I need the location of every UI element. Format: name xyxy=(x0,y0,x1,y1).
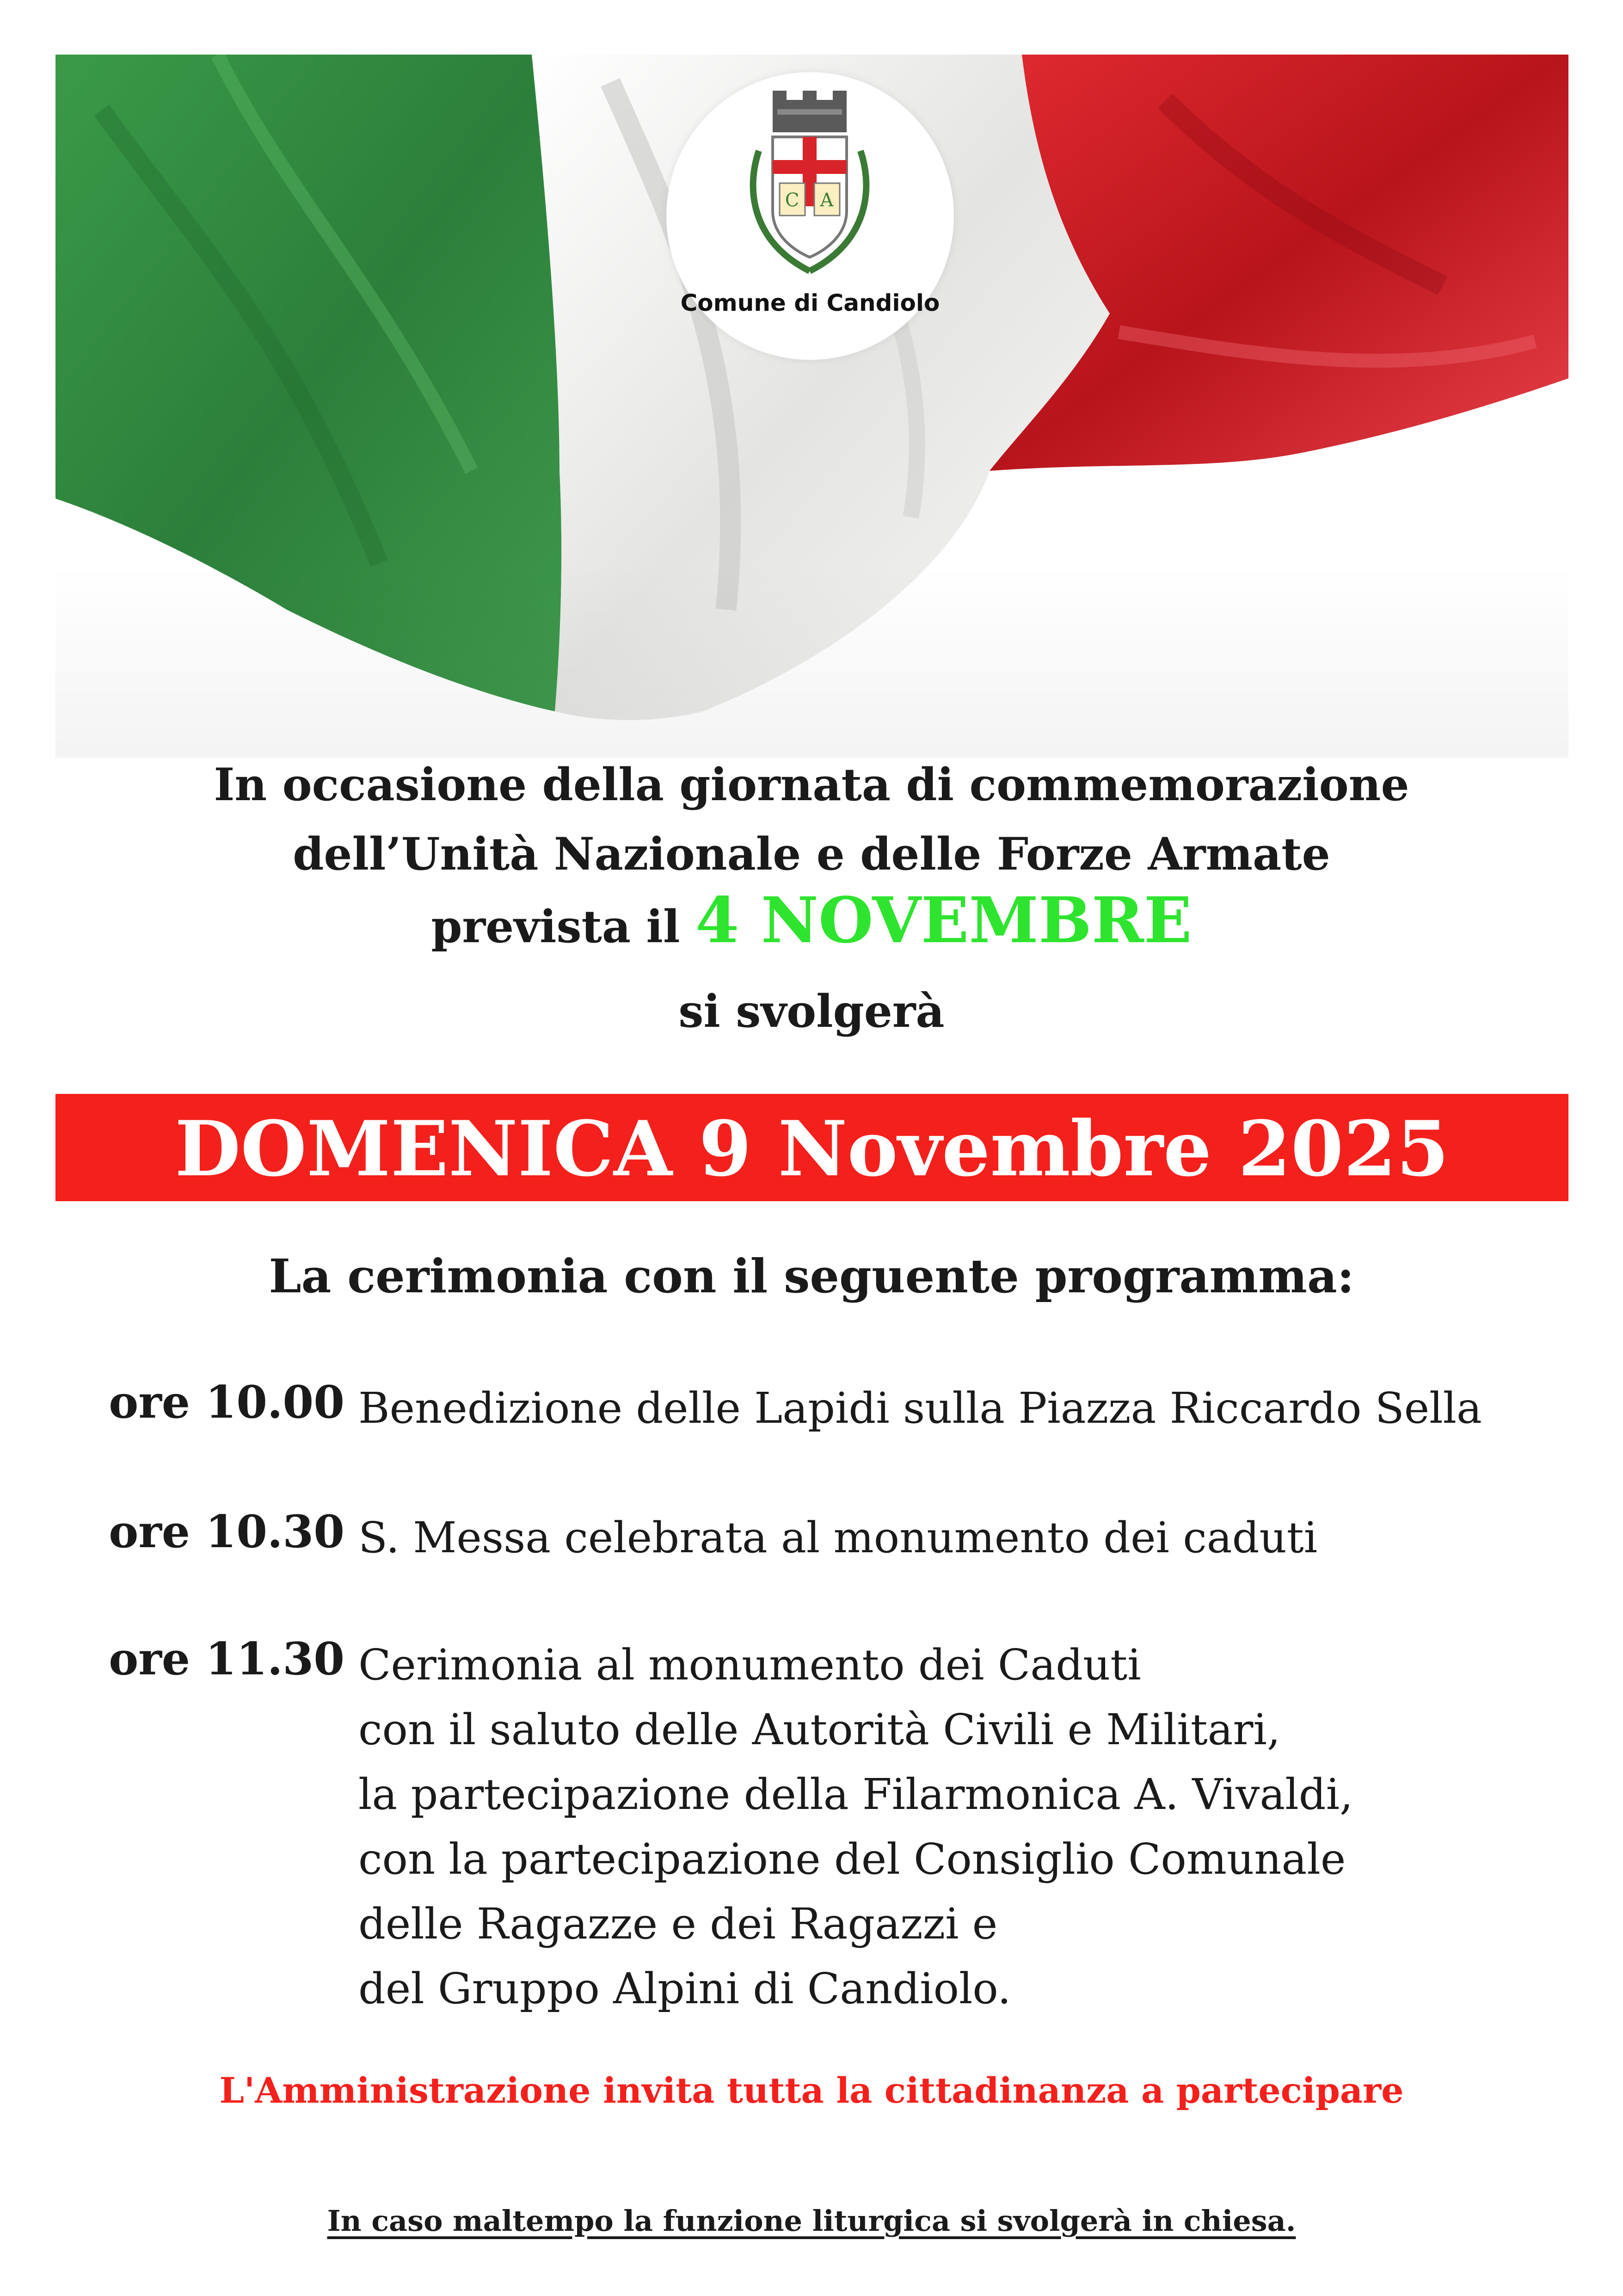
emblem-label: Comune di Candiolo xyxy=(680,290,940,316)
intro-line-3-prefix: prevista il xyxy=(431,901,680,953)
intro-line-2: dell’Unità Nazionale e delle Forze Armate xyxy=(293,828,1330,880)
schedule-time: ore 10.30 xyxy=(109,1506,344,1558)
intro-line-3 xyxy=(0,883,1623,957)
schedule-line: del Gruppo Alpini di Candiolo. xyxy=(358,1964,1011,2013)
schedule-line: con il saluto delle Autorità Civili e Militari, xyxy=(358,1705,1281,1754)
schedule-time: ore 10.00 xyxy=(109,1376,344,1428)
program-title: La cerimonia con il seguente programma: xyxy=(269,1249,1354,1303)
schedule-line: con la partecipazione del Consiglio Comunale xyxy=(358,1834,1346,1884)
schedule-line: Benedizione delle Lapidi sulla Piazza Riccardo Sella xyxy=(358,1383,1482,1433)
schedule-line: S. Messa celebrata al monumento dei caduti xyxy=(358,1513,1318,1562)
intro-line-4: si svolgerà xyxy=(678,985,945,1037)
municipal-emblem xyxy=(666,72,954,360)
schedule-line: delle Ragazze e dei Ragazzi e xyxy=(358,1899,998,1949)
schedule-time: ore 11.30 xyxy=(109,1633,344,1685)
shield-letter-c: C xyxy=(785,190,799,211)
invitation-text: L'Amministrazione invita tutta la cittadinanza a partecipare xyxy=(219,2070,1404,2111)
highlight-date: 4 NOVEMBRE xyxy=(695,883,1192,957)
coat-of-arms-icon xyxy=(740,91,879,285)
weather-note: In caso maltempo la funzione liturgica si svolgerà in chiesa. xyxy=(327,2204,1296,2238)
schedule-description xyxy=(358,1376,1482,1441)
shield-letter-a: A xyxy=(820,190,834,211)
schedule-description xyxy=(358,1506,1317,1570)
schedule-line: Cerimonia al monumento dei Caduti xyxy=(358,1640,1141,1690)
schedule-line: la partecipazione della Filarmonica A. Vivaldi, xyxy=(358,1770,1353,1819)
event-date-banner xyxy=(55,1094,1568,1201)
intro-line-1: In occasione della giornata di commemorazione xyxy=(214,759,1409,811)
schedule-description xyxy=(358,1633,1353,2021)
event-date-text: DOMENICA 9 Novembre 2025 xyxy=(175,1104,1449,1193)
